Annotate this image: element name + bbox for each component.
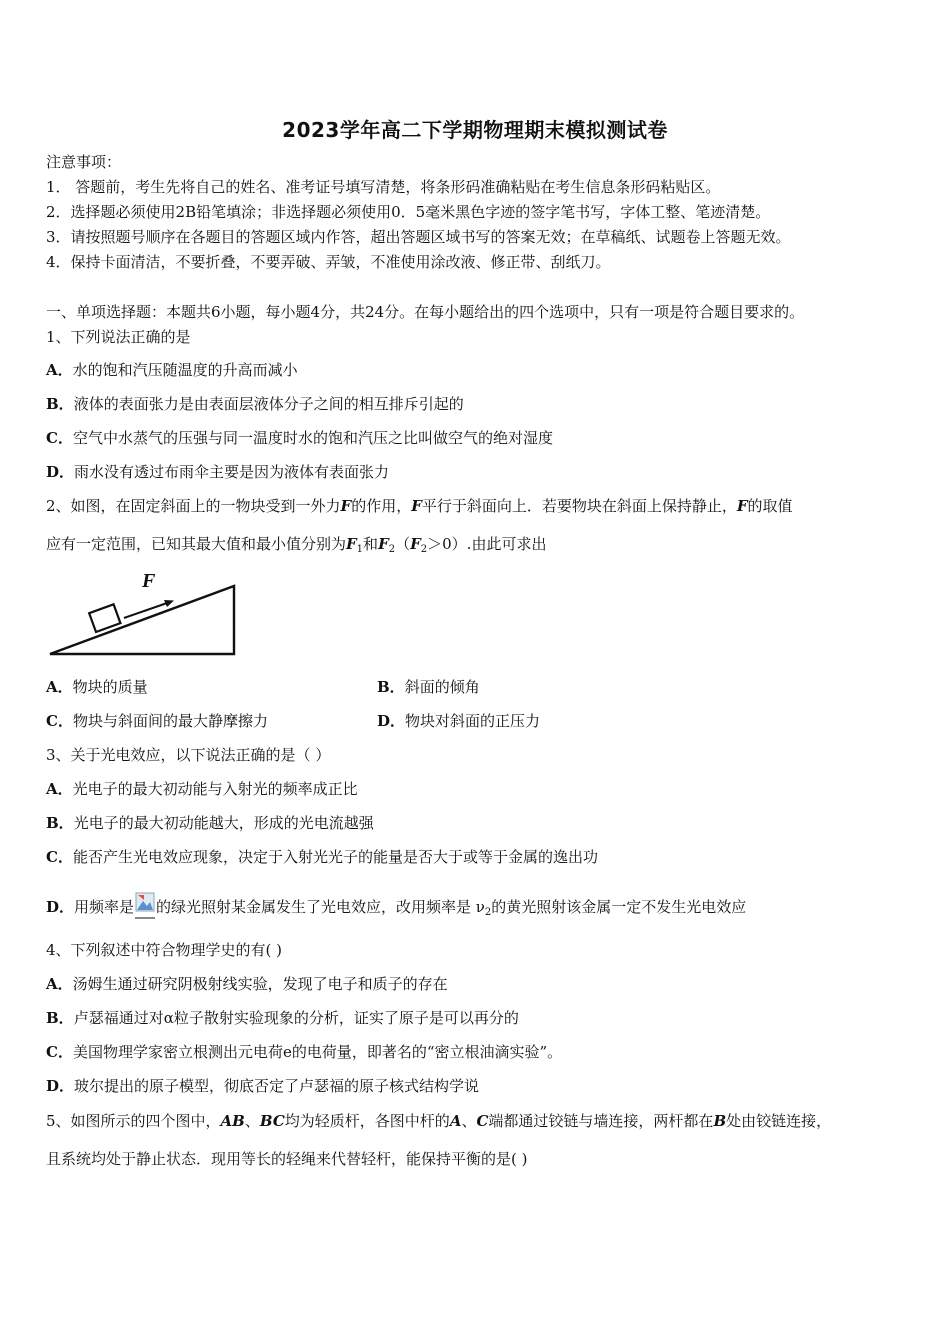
- option-text: 用频率是: [74, 898, 135, 916]
- q4-option-c: [46, 1042, 562, 1062]
- q2-stem-line1: [46, 496, 793, 516]
- option-letter: D．: [46, 463, 75, 481]
- option-letter: B．: [46, 814, 74, 832]
- option-text: 物块对斜面的正压力: [405, 712, 541, 730]
- q5-stem-line1: [46, 1111, 831, 1131]
- q2-text: 平行于斜面向上．若要物块在斜面上保持静止，: [421, 497, 737, 515]
- q5-text: 处由铰链连接，: [726, 1112, 832, 1130]
- option-text: 雨水没有透过布雨伞主要是因为液体有表面张力: [74, 463, 390, 481]
- option-text: 空气中水蒸气的压强与同一温度时水的饱和汽压之比叫做空气的绝对湿度: [72, 429, 553, 447]
- q5-text: 5、如图所示的四个图中，: [46, 1112, 221, 1130]
- q2-stem-line2: [46, 534, 546, 560]
- force-symbol: F: [410, 535, 421, 553]
- option-text: 玻尔提出的原子模型，彻底否定了卢瑟福的原子核式结构学说: [74, 1077, 480, 1095]
- q4-option-d: [46, 1076, 479, 1096]
- option-text: 物块的质量: [72, 678, 148, 696]
- point-label: A: [449, 1112, 462, 1130]
- q3-option-a: [46, 779, 358, 799]
- incline-triangle: [50, 586, 234, 654]
- option-letter: C．: [46, 429, 73, 447]
- force-symbol: F: [736, 497, 748, 515]
- point-label: B: [713, 1112, 727, 1130]
- q2-text: 的取值: [747, 497, 793, 515]
- option-letter: C．: [46, 1043, 73, 1061]
- option-text: 物块与斜面间的最大静摩擦力: [72, 712, 268, 730]
- option-letter: C．: [46, 848, 73, 866]
- q4-option-a: [46, 974, 448, 994]
- broken-image-icon: [135, 892, 155, 920]
- force-symbol: F: [346, 535, 357, 553]
- note-2: 2．选择题必须使用2B铅笔填涂；非选择题必须使用0．5毫米黑色字迹的签字笔书写，字体工整、笔迹清楚。: [46, 203, 771, 221]
- rod-label: AB: [220, 1112, 245, 1130]
- point-label: C: [476, 1112, 489, 1130]
- option-letter: B．: [46, 1009, 74, 1027]
- option-text: 的绿光照射某金属发生了光电效应，改用频率是 ν: [156, 898, 485, 916]
- q2-option-b: [377, 677, 480, 697]
- note-4: 4．保持卡面清洁，不要折叠，不要弄破、弄皱，不准使用涂改液、修正带、刮纸刀。: [46, 253, 611, 271]
- q1-stem: 1、下列说法正确的是: [46, 328, 191, 346]
- option-letter: C．: [46, 712, 73, 730]
- option-text: 光电子的最大初动能与入射光的频率成正比: [72, 780, 358, 798]
- force-symbol: F: [411, 497, 422, 515]
- incline-figure: [46, 566, 240, 658]
- q5-text: 、: [461, 1112, 477, 1130]
- q5-stem-line2: 且系统均处于静止状态．现用等长的轻绳来代替轻杆，能保持平衡的是( ): [46, 1150, 528, 1168]
- q3-option-c: [46, 847, 598, 867]
- force-symbol: F: [340, 497, 352, 515]
- option-text: 水的饱和汽压随温度的升高而减小: [72, 361, 298, 379]
- q2-option-d: [377, 711, 540, 731]
- force-arrow: [124, 602, 170, 618]
- q4-stem: 4、下列叙述中符合物理学史的有( ): [46, 941, 283, 959]
- rod-label: BC: [259, 1112, 285, 1130]
- q1-option-b: [46, 394, 464, 414]
- q2-text: 应有一定范围，已知其最大值和最小值分别为: [46, 535, 347, 553]
- subscript: 2: [420, 544, 428, 555]
- q3-option-d: [46, 892, 746, 923]
- q3-stem: 3、关于光电效应，以下说法正确的是（ ）: [46, 746, 331, 764]
- option-text: 汤姆生通过研究阴极射线实验，发现了电子和质子的存在: [72, 975, 448, 993]
- q1-option-c: [46, 428, 553, 448]
- q5-text: 均为轻质杆，各图中杆的: [284, 1112, 450, 1130]
- q1-option-a: [46, 360, 298, 380]
- option-text: 斜面的倾角: [404, 678, 480, 696]
- option-letter: A．: [46, 361, 73, 379]
- q2-text: （: [395, 535, 411, 553]
- force-symbol: F: [378, 535, 389, 553]
- note-1: 1． 答题前，考生先将自己的姓名、准考证号填写清楚，将条形码准确粘贴在考生信息条形码粘贴区。: [46, 178, 721, 196]
- option-letter: B．: [377, 678, 405, 696]
- subscript: 2: [388, 544, 396, 555]
- block: [89, 604, 120, 632]
- q2-option-c: [46, 711, 268, 731]
- option-letter: D．: [377, 712, 406, 730]
- option-letter: A．: [46, 678, 73, 696]
- q2-text: ＞0）.由此可求出: [427, 535, 547, 553]
- option-letter: B．: [46, 395, 74, 413]
- option-text: 卢瑟福通过对α粒子散射实验现象的分析，证实了原子是可以再分的: [73, 1009, 519, 1027]
- figure-force-label: F: [142, 570, 156, 592]
- page-title: 2023学年高二下学期物理期末模拟测试卷: [282, 118, 668, 142]
- section-heading: 一、单项选择题：本题共6小题，每小题4分，共24分。在每小题给出的四个选项中，只有一项是符合题目要求的。: [46, 303, 805, 321]
- option-letter: D．: [46, 1077, 75, 1095]
- option-letter: A．: [46, 975, 73, 993]
- subscript: 2: [484, 907, 492, 918]
- option-text: 的黄光照射该金属一定不发生光电效应: [491, 898, 747, 916]
- q2-option-a: [46, 677, 148, 697]
- option-letter: D．: [46, 898, 75, 916]
- option-text: 液体的表面张力是由表面层液体分子之间的相互排斥引起的: [73, 395, 464, 413]
- q1-option-d: [46, 462, 389, 482]
- subscript: 1: [356, 544, 364, 555]
- option-text: 能否产生光电效应现象，决定于入射光光子的能量是否大于或等于金属的逸出功: [72, 848, 598, 866]
- q3-option-b: [46, 813, 374, 833]
- q2-text: 的作用，: [351, 497, 412, 515]
- q5-text: 、: [244, 1112, 260, 1130]
- q5-text: 端都通过铰链与墙连接，两杆都在: [488, 1112, 714, 1130]
- notes-heading: 注意事项：: [46, 153, 122, 171]
- q2-text: 和: [363, 535, 379, 553]
- q2-text: 2、如图，在固定斜面上的一物块受到一外力: [46, 497, 341, 515]
- note-3: 3．请按照题号顺序在各题目的答题区域内作答，超出答题区域书写的答案无效；在草稿纸、试题卷上答题无效。: [46, 228, 791, 246]
- q4-option-b: [46, 1008, 519, 1028]
- option-letter: A．: [46, 780, 73, 798]
- option-text: 光电子的最大初动能越大，形成的光电流越强: [73, 814, 374, 832]
- arrow-head-icon: [164, 600, 174, 607]
- option-text: 美国物理学家密立根测出元电荷e的电荷量，即著名的“密立根油滴实验”。: [72, 1043, 563, 1061]
